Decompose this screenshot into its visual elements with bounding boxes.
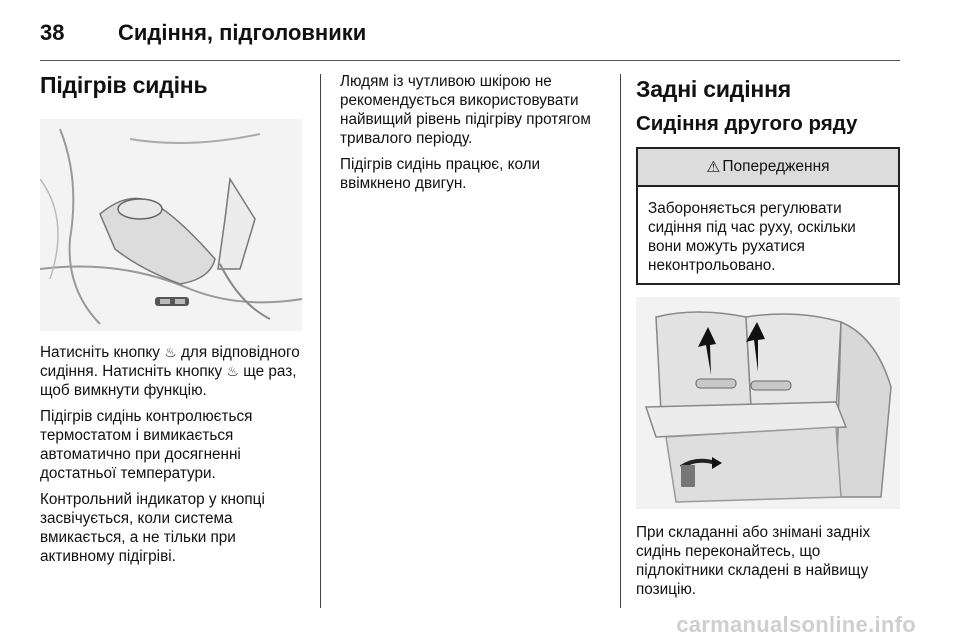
section-heading-seat-heating: Підігрів сидінь [40,72,208,98]
column-divider [620,74,621,608]
paragraph: При складанні або знімані задніх сидінь переконайтесь, що підлокітники складені в найвищу позицію. [636,524,871,598]
paragraph: Натисніть кнопку ♨ для відповідного сидіння. Натисніть кнопку ♨ ще раз, щоб вимкнути функцію. [40,344,300,399]
rear-seat-armrest-illustration [636,297,900,509]
section-heading-rear-seats: Задні сидіння [636,76,791,102]
seat-heating-illustration [40,119,302,331]
subheading-second-row: Сидіння другого ряду [636,112,858,135]
seat-heat-icon: ♨ [164,344,177,360]
warning-title: Попередження [722,158,830,175]
paragraph: Підігрів сидінь працює, коли ввімкнено двигун. [340,156,541,192]
watermark: carmanualsonline.info [676,612,916,637]
warning-text: Забороняється регулювати сидіння під час руху, оскільки вони можуть рухатися неконтрольовано. [648,200,856,274]
paragraph: Людям із чутливою шкірою не рекомендується використовувати найвищий рівень підігріву протягом тривалого періоду. [340,73,591,147]
seat-heat-icon: ♨ [226,363,239,379]
paragraph: Підігрів сидінь контролюється термостатом і вимикається автоматично при досягненні достатньої температури. [40,408,253,482]
paragraph: Контрольний індикатор у кнопці засвічується, коли система вмикається, а не тільки при активному підігріві. [40,491,265,565]
warning-box [636,147,900,285]
running-title: Сидіння, підголовники [118,20,367,45]
column-divider [320,74,321,608]
column-3 [636,76,904,606]
header-divider [40,60,900,61]
column-2 [340,72,608,200]
page-number: 38 [40,20,65,45]
warning-header [638,149,898,187]
warning-icon: ⚠ [706,158,721,176]
column-1 [40,72,308,573]
